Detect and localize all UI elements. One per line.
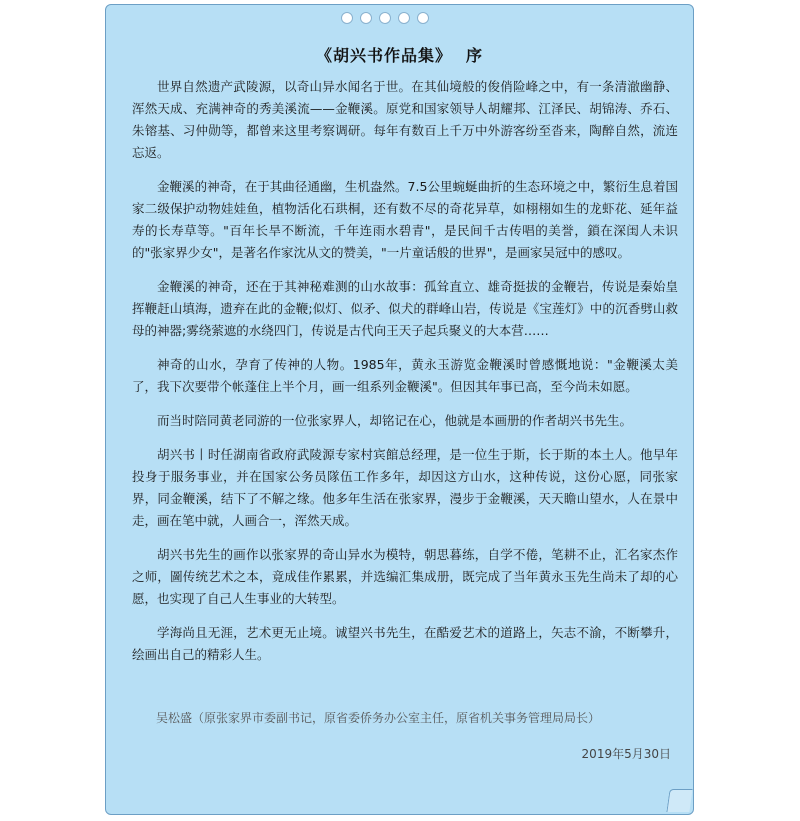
binder-hole-icon bbox=[379, 12, 391, 24]
paragraph: 神奇的山水，孕育了传神的人物。1985年，黄永玉游览金鞭溪时曾感慨地说："金鞭溪太美了，我下次要带个帐蓬住上半个月，画一组系列金鞭溪"。但因其年事已高，至今尚未如愿。 bbox=[132, 357, 678, 394]
paragraph: 胡兴书先生的画作以张家界的奇山异水为模特，朝思暮练，自学不倦，笔耕不止，汇名家杰作之师，圖传统艺术之本，竟成佳作累累，并选编汇集成册，既完成了当年黄永玉先生尚未了却的心愿，也实现了自己人生事业的大转型。 bbox=[132, 547, 678, 606]
document-card bbox=[105, 4, 694, 815]
signature: 吴松盛（原张家界市委副书记，原省委侨务办公室主任，原省机关事务管理局局长） bbox=[156, 711, 601, 725]
document-title bbox=[106, 43, 693, 66]
paragraph: 金鞭溪的神奇，还在于其神秘难测的山水故事：孤耸直立、雄奇挺拔的金鞭岩，传说是秦始皇挥鞭赶山填海，遗弃在此的金鞭;似灯、似矛、似犬的群峰山岩，传说是《宝莲灯》中的沉香劈山救母的神器;雾绕萦遮的水绕四门，传说是古代向王天子起兵聚义的大本营…… bbox=[132, 279, 678, 338]
paragraph: 金鞭溪的神奇，在于其曲径通幽，生机盎然。7.5公里蜿蜒曲折的生态环境之中，繁衍生息着国家二级保护动物娃娃鱼，植物活化石珙桐，还有数不尽的奇花异草，如栩栩如生的龙虾花、延年益寿的长寿草等。"百年长旱不断流，千年连雨水碧青"，是民间千古传唱的美誉，鎖在深闺人未识的"张家界少女"，是著名作家沈从文的赞美，"一片童话般的世界"，是画家吴冠中的感叹。 bbox=[132, 179, 678, 260]
paragraph: 胡兴书丨时任湖南省政府武陵源专家村宾館总经理，是一位生于斯，长于斯的本土人。他早年投身于服务事业，并在国家公务员隊伍工作多年，却因这方山水，这种传说，这份心愿，同张家界，同金鞭溪，结下了不解之缘。他多年生活在张家界，漫步于金鞭溪，天天瞻山望水，人在景中走，画在笔中就，人画合一，浑然天成。 bbox=[132, 447, 678, 528]
paragraph: 学海尚且无涯，艺术更无止境。诚望兴书先生，在酷爱艺术的道路上，矢志不渝，不断攀升，绘画出自己的精彩人生。 bbox=[132, 625, 678, 662]
binder-hole-icon bbox=[417, 12, 429, 24]
paragraph: 世界自然遗产武陵源，以奇山异水闻名于世。在其仙境般的俊俏险峰之中，有一条清澈幽静、浑然天成、充满神奇的秀美溪流——金鞭溪。原党和国家领导人胡耀邦、江泽民、胡锦涛、乔石、朱镕基、习仲勋等，都曾来这里考察调研。每年有数百上千万中外游客纷至沓来，陶醉自然，流连忘返。 bbox=[132, 79, 678, 160]
binder-hole-icon bbox=[398, 12, 410, 24]
title-suffix: 序 bbox=[466, 46, 484, 65]
binder-holes bbox=[341, 12, 429, 24]
page-curl-icon bbox=[666, 789, 692, 812]
binder-hole-icon bbox=[341, 12, 353, 24]
title-text: 《胡兴书作品集》 bbox=[315, 46, 452, 65]
binder-hole-icon bbox=[360, 12, 372, 24]
paragraph: 而当时陪同黄老同游的一位张家界人，却铭记在心，他就是本画册的作者胡兴书先生。 bbox=[157, 413, 633, 428]
date: 2019年5月30日 bbox=[581, 747, 671, 761]
document-body bbox=[132, 76, 678, 678]
